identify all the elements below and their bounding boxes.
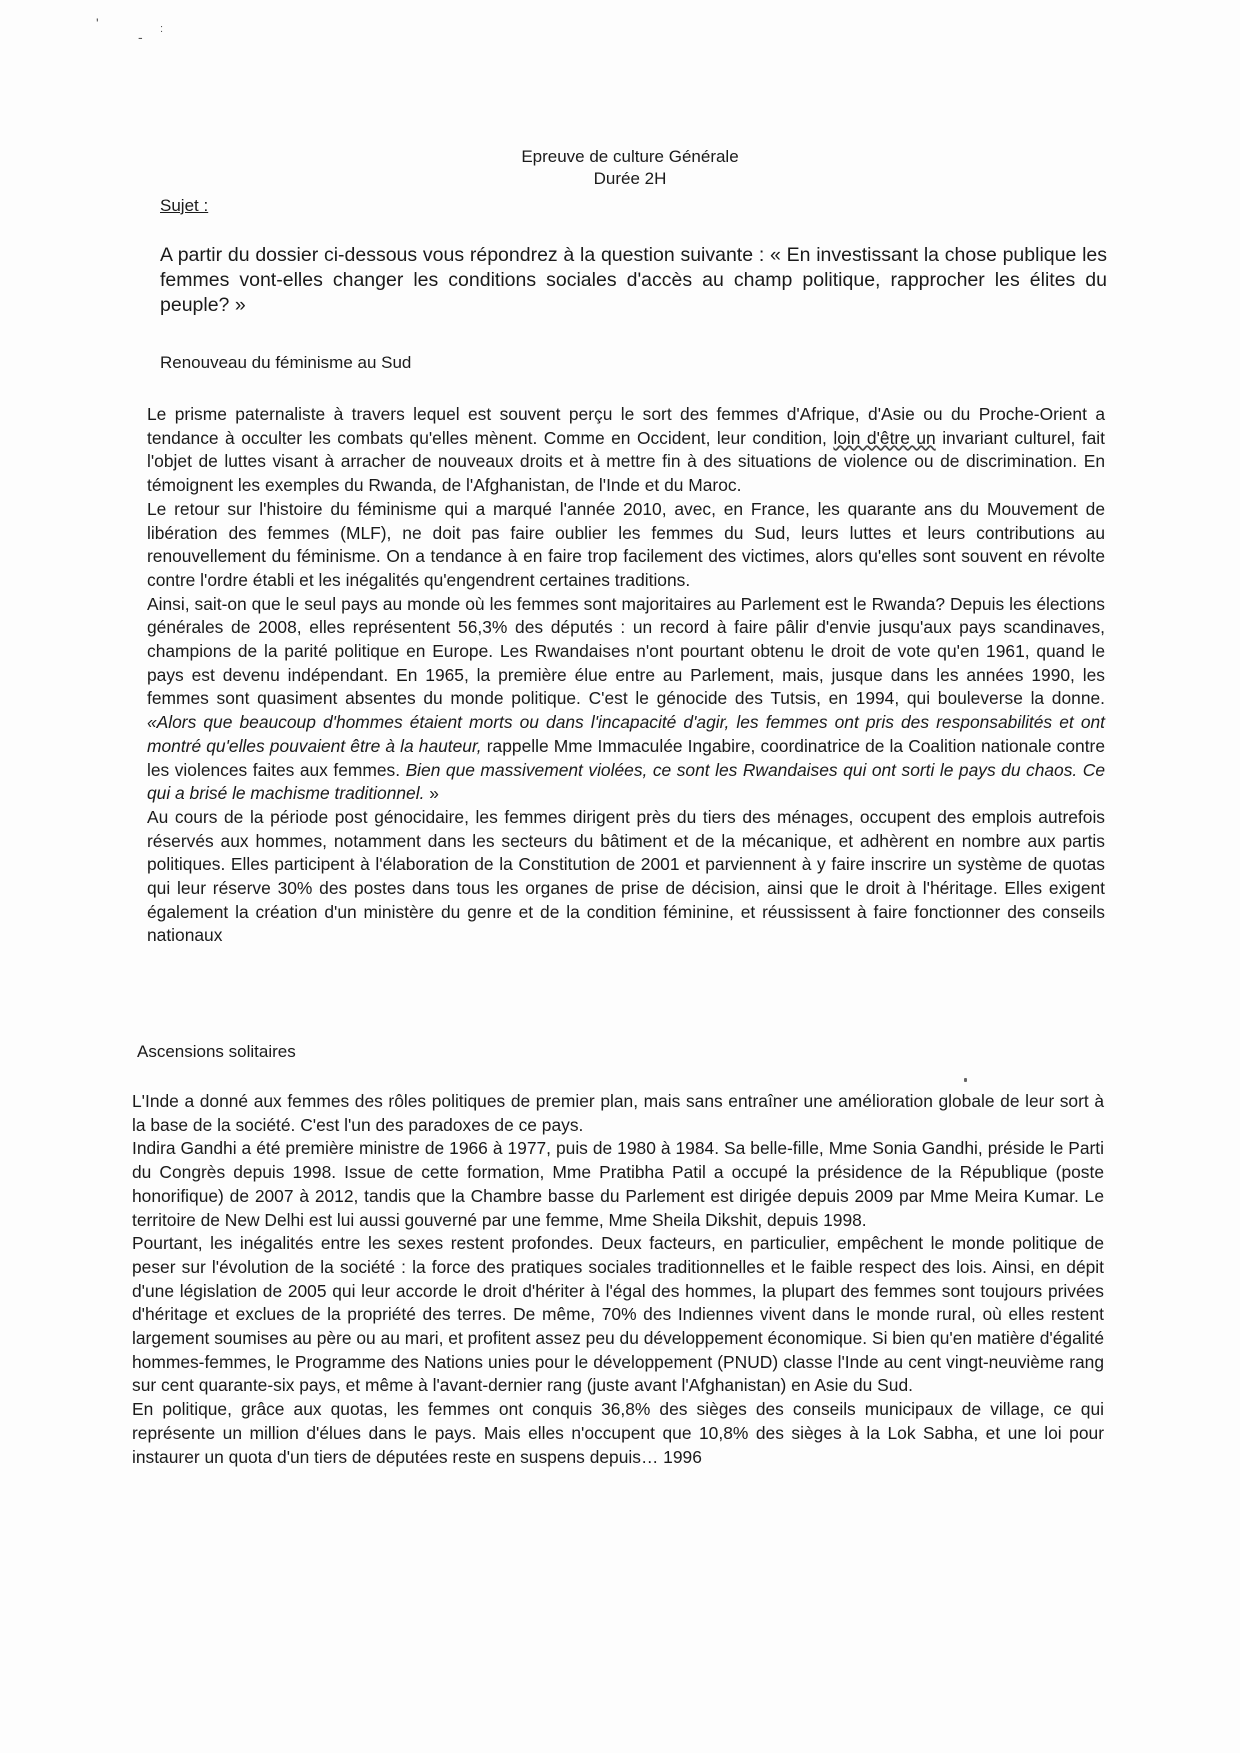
exam-question: A partir du dossier ci-dessous vous répondrez à la question suivante : « En investissant la chose publique les femmes vont-elles changer les conditions sociales d'accès au champ politique, rapprocher les élites du peuple? » bbox=[160, 244, 1107, 316]
paragraph-text: invariant culturel, fait l'objet de luttes visant à arracher de nouveaux droits et à mettre fin à des situations de violence ou de discrimination. En témoignent les exemples du Rwanda, de l'Afghanistan, de l'Inde et du Maroc. bbox=[147, 427, 1105, 496]
paragraph-text: rappelle Mme Immaculée Ingabire, coordinatrice de la Coalition nationale contre les violences faites aux femmes. bbox=[147, 735, 1106, 780]
paragraph-text: Ainsi, sait-on que le seul pays au monde où les femmes sont majoritaires au Parlement est le Rwanda? Depuis les élections générales de 2008, elles représentent 56,3% des députés : un record à faire pâlir d'envie jusqu'aux pays scandinaves, champions de la parité politique en Europe. Les Rwandaises n'ont pourtant obtenu le droit de vote qu'en 1961, quand le pays est devenu indépendant. En 1965, la première élue entre au Parlement, mais, jusque dans les années 1990, les femmes sont quasiment absentes du monde politique. C'est le génocide des Tutsis, en 1994, qui bouleverse la donne. bbox=[147, 593, 1105, 709]
paragraph: Indira Gandhi a été première ministre de 1966 à 1977, puis de 1980 à 1984. Sa belle-fille, Mme Sonia Gandhi, préside le Parti du Congrès depuis 1998. Issue de cette formation, Mme Pratibha Patil a occupé la présidence de la République (poste honorifique) de 2007 à 2012, tandis que la Chambre basse du Parlement est dirigée depuis 2009 par Mme Meira Kumar. Le territoire de New Delhi est lui aussi gouverné par une femme, Mme Sheila Dikshit, depuis 1998. bbox=[132, 1138, 1104, 1230]
paragraph bbox=[147, 593, 1105, 806]
document-header bbox=[500, 146, 760, 190]
section-body-renouveau bbox=[147, 403, 1105, 948]
scan-artifact-mark: ' bbox=[96, 15, 99, 31]
paragraph: Au cours de la période post génocidaire, les femmes dirigent près du tiers des ménages, occupent des emplois autrefois réservés aux hommes, notamment dans les secteurs du bâtiment et de la mécanique, et adhèrent en nombre aux partis politiques. Elles participent à l'élaboration de la Constitution de 2001 et parviennent à y faire inscrire un système de quotas qui leur réserve 30% des postes dans tous les organes de prise de décision, ainsi que le droit à l'héritage. Elles exigent également la création d'un ministère du genre et de la condition féminine, et réussissent à faire fonctionner des conseils nationaux bbox=[147, 806, 1105, 946]
paragraph: Pourtant, les inégalités entre les sexes restent profondes. Deux facteurs, en particulier, empêchent le monde politique de peser sur l'évolution de la société : la force des pratiques sociales traditionnelles et le faible respect des lois. Ainsi, en dépit d'une législation de 2005 qui leur accorde le droit d'hériter à l'égal des hommes, la plupart des femmes sont toujours privées d'héritage et exclues de la propriété des terres. De même, 70% des Indiennes vivent dans le monde rural, où elles restent largement soumises au père ou au mari, et profitent assez peu du développement économique. Si bien qu'en matière d'égalité hommes-femmes, le Programme des Nations unies pour le développement (PNUD) classe l'Inde au cent vingt-neuvième rang sur cent quarante-six pays, et même à l'avant-dernier rang (juste avant l'Afghanistan) en Asie du Sud. bbox=[132, 1233, 1104, 1396]
document-duration: Durée 2H bbox=[593, 169, 667, 188]
quote-text: «Alors que beaucoup d'hommes étaient morts ou dans l'incapacité d'agir, les femmes ont pris des responsabilités et ont montré qu'elles pouvaient être à la hauteur, bbox=[147, 712, 1105, 756]
scan-artifact-dot bbox=[964, 1078, 967, 1082]
paragraph: Le retour sur l'histoire du féminisme qui a marqué l'année 2010, avec, en France, les quarante ans du Mouvement de libération des femmes (MLF), ne doit pas faire oublier les femmes du Sud, leurs luttes et leurs contributions au renouvellement du féminisme. On a tendance à en faire trop facilement des victimes, alors qu'elles sont souvent en révolte contre l'ordre établi et les inégalités qu'engendrent certaines traditions. bbox=[147, 498, 1105, 590]
paragraph-text: » bbox=[424, 783, 439, 804]
section-title-ascensions: Ascensions solitaires bbox=[137, 1042, 296, 1061]
paragraph bbox=[147, 403, 1105, 498]
paragraph: En politique, grâce aux quotas, les femmes ont conquis 36,8% des sièges des conseils municipaux de village, ce qui représente un million d'élues dans le pays. Mais elles n'occupent que 10,8% des sièges à la Lok Sabha, et une loi pour instaurer un quota d'un tiers de députées reste en suspens depuis… 1996 bbox=[132, 1399, 1104, 1467]
scan-artifact-mark: : bbox=[160, 23, 164, 35]
paragraph-text: Le prisme paternaliste à travers lequel est souvent perçu le sort des femmes d'Afrique, d'Asie ou du Proche-Orient a tendance à occulter les combats qu'elles mènent. Comme en Occident, leur condition, bbox=[147, 404, 1105, 448]
sujet-label: Sujet : bbox=[160, 196, 209, 215]
quote-text: Bien que massivement violées, ce sont les Rwandaises qui ont sorti le pays du chaos. Ce qui a brisé le machisme traditionnel. bbox=[147, 759, 1105, 804]
document-title: Epreuve de culture Générale bbox=[521, 147, 739, 166]
paragraph: L'Inde a donné aux femmes des rôles politiques de premier plan, mais sans entraîner une amélioration globale de leur sort à la base de la société. C'est l'un des paradoxes de ce pays. bbox=[132, 1091, 1104, 1135]
section-title-renouveau: Renouveau du féminisme au Sud bbox=[160, 353, 412, 372]
section-body-ascensions bbox=[132, 1090, 1104, 1469]
scan-artifact-mark: - bbox=[138, 29, 143, 45]
handwritten-underline-text: loin d'être un bbox=[833, 427, 936, 448]
